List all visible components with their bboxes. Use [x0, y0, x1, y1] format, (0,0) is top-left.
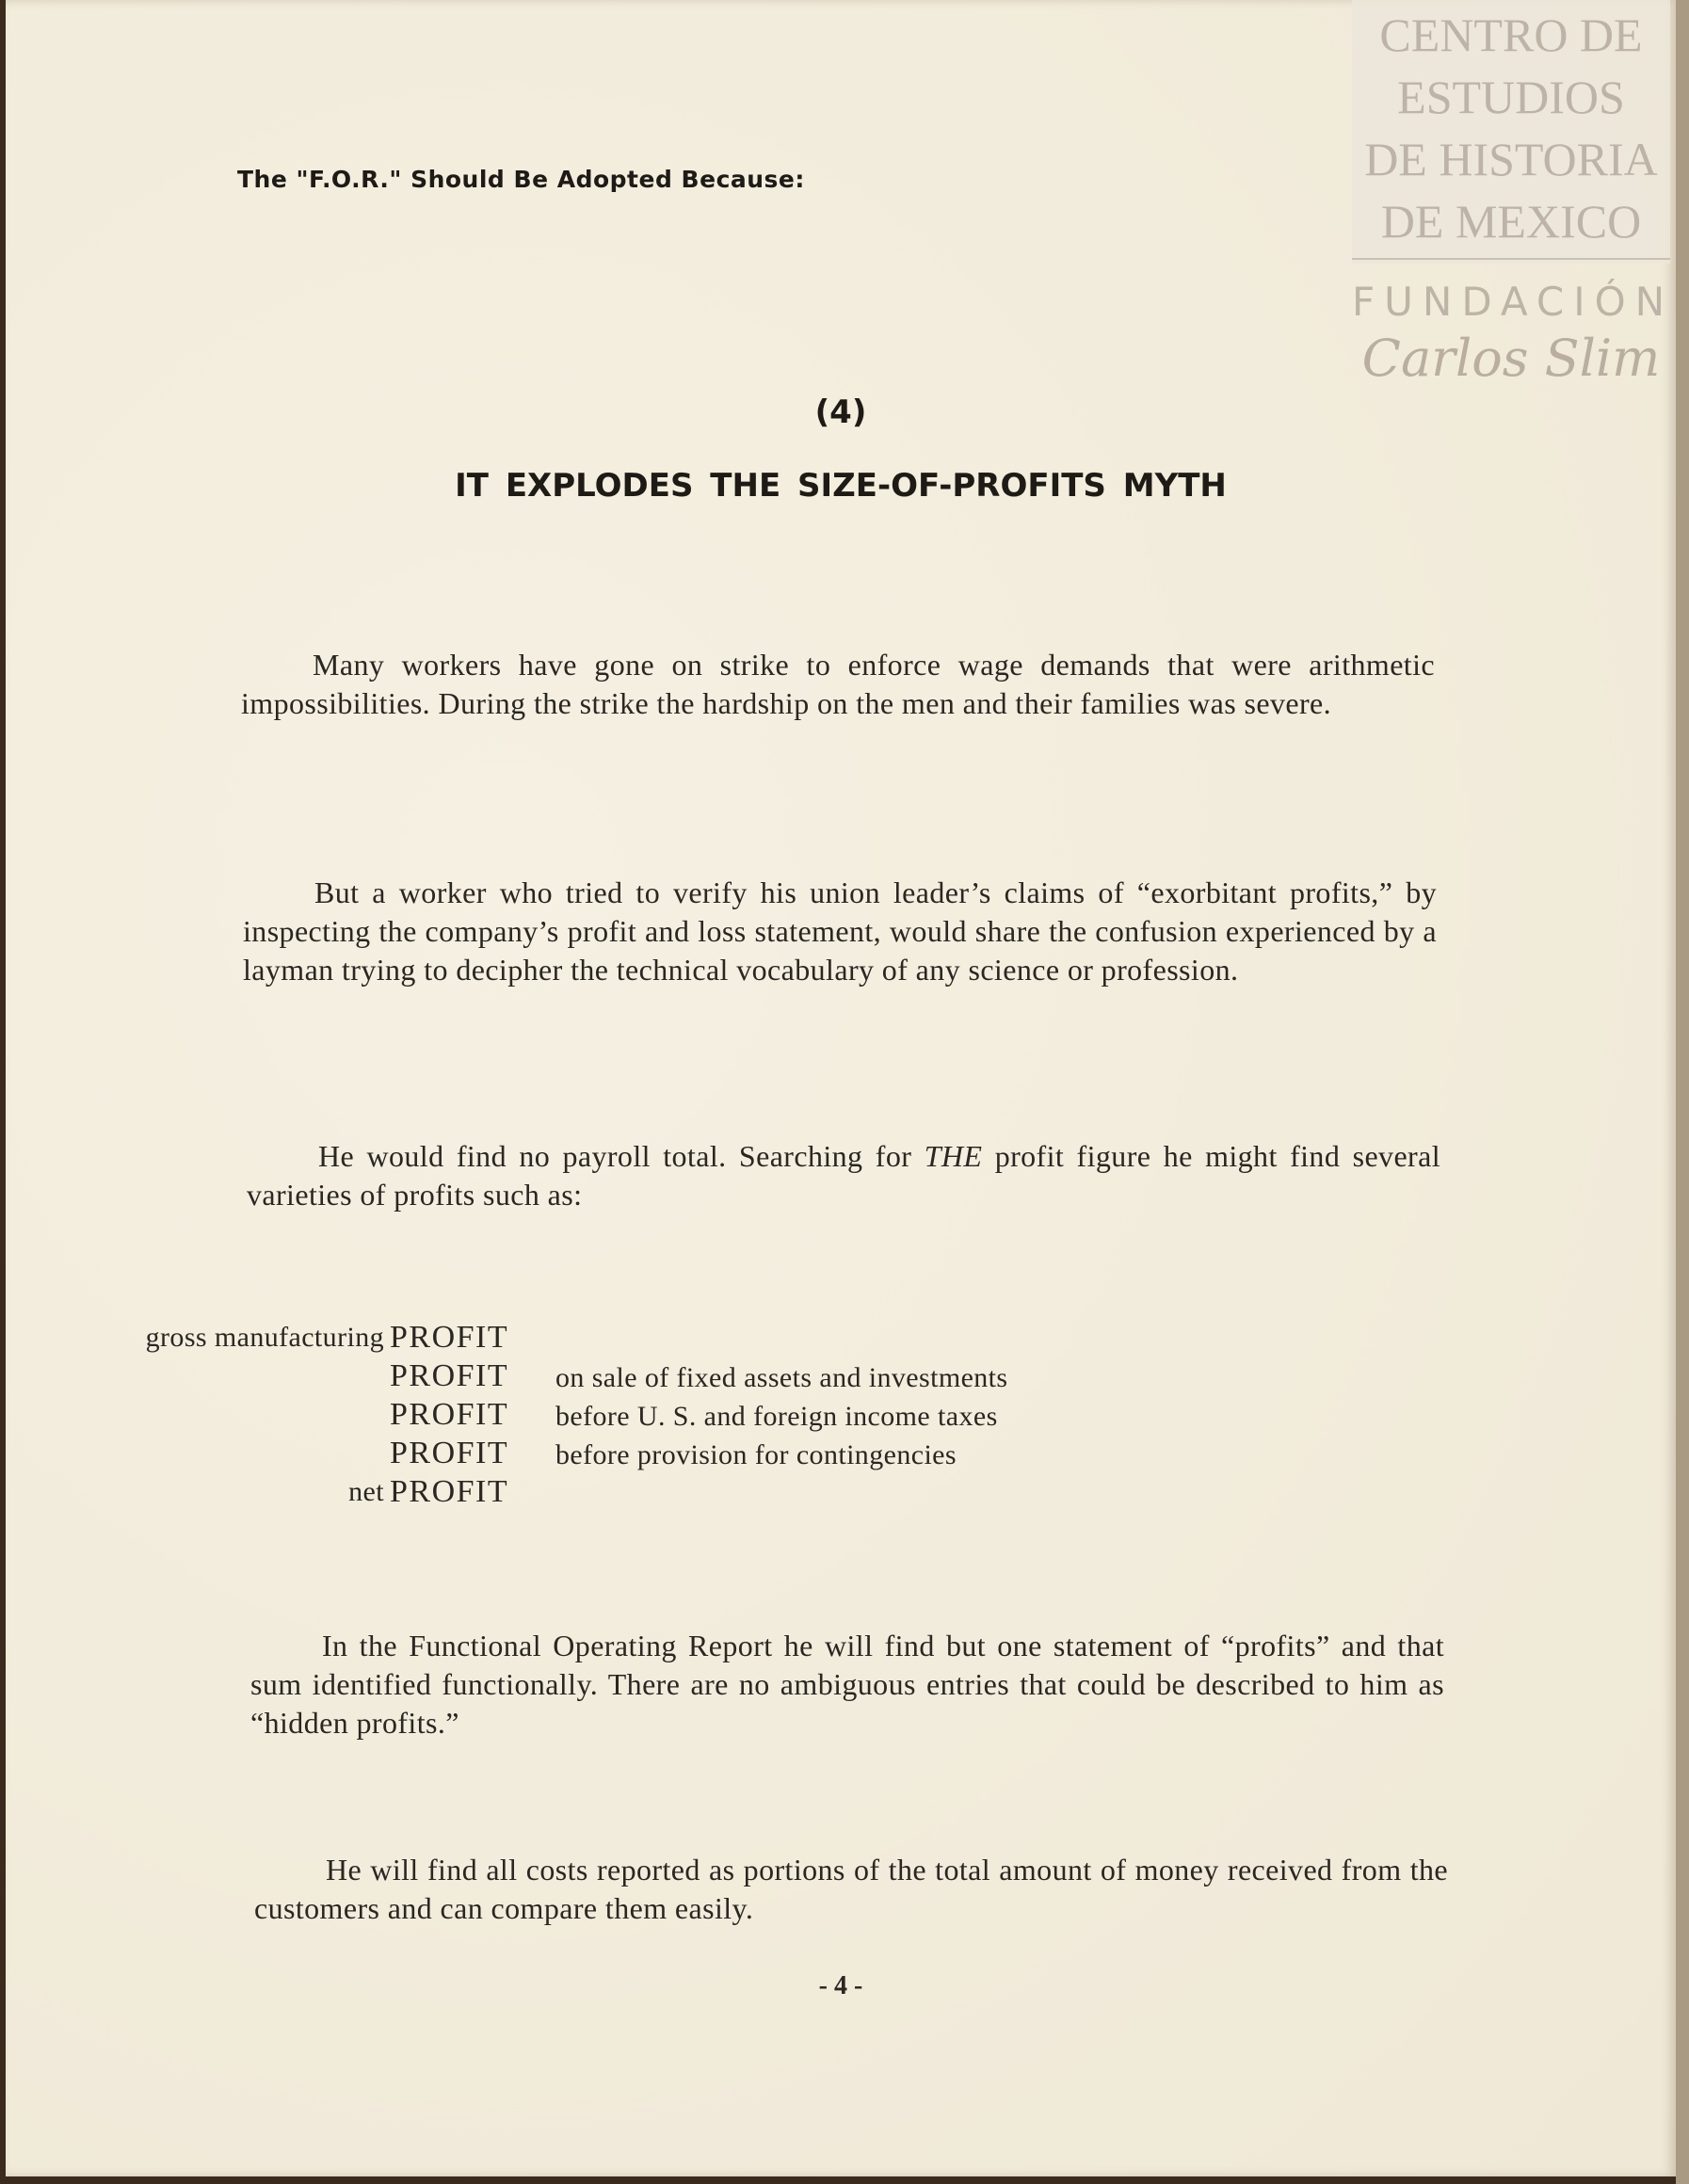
profit-word: PROFIT: [390, 1320, 509, 1355]
paragraph-5-text: He will find all costs reported as portions of the total amount of money received from the customers and can compare them easily.: [254, 1853, 1448, 1925]
paragraph-2-text: But a worker who tried to verify his union leader’s claims of “exorbitant profits,” by inspecting the company’s profit and loss statement, would share the confusion experienced by a layman trying to decipher the technical vocabulary of any science or profession.: [243, 875, 1437, 987]
profit-word: PROFIT: [390, 1358, 509, 1393]
paragraph-3: [247, 1137, 1440, 1214]
watermark-line: ESTUDIOS: [1397, 71, 1625, 123]
watermark-line: DE MEXICO: [1380, 195, 1642, 248]
profit-prefix: net: [348, 1476, 384, 1507]
document-page: [6, 0, 1676, 2176]
profit-word: PROFIT: [390, 1474, 509, 1509]
profit-word: PROFIT: [390, 1397, 509, 1432]
archive-watermark: [1352, 0, 1675, 388]
watermark-signature: Carlos Slim: [1361, 329, 1661, 388]
section-title: IT EXPLODES THE SIZE-OF-PROFITS MYTH: [455, 467, 1227, 505]
paragraph-4-text: In the Functional Operating Report he will find but one statement of “profits” and that sum identified functionally. There are no ambiguous entries that could be described to him as “hidden profits.”: [250, 1629, 1444, 1740]
header-label: The "F.O.R." Should Be Adopted Because:: [237, 166, 805, 193]
profit-prefix: gross manufacturing: [145, 1322, 384, 1353]
profit-varieties-list: [145, 1320, 1371, 1515]
list-item: [241, 1437, 1371, 1476]
paragraph-2: [243, 874, 1437, 989]
paragraph-3-lead: He would find no payroll total. Searching for: [318, 1139, 925, 1173]
paragraph-3-text: [247, 1137, 1440, 1214]
list-item: [241, 1360, 1371, 1399]
list-item: [241, 1399, 1371, 1437]
paragraph-1: [241, 646, 1435, 723]
watermark-line: CENTRO DE: [1379, 8, 1643, 61]
page-number: - 4 -: [818, 1971, 863, 2000]
list-item: [145, 1320, 1371, 1360]
watermark-line: DE HISTORIA: [1364, 133, 1658, 185]
paragraph-3-tail: profit figure he might find several varieties of profits such as:: [247, 1139, 1441, 1212]
watermark-institution: [1352, 0, 1670, 252]
profit-description: before provision for contingencies: [555, 1439, 957, 1470]
profit-word: PROFIT: [390, 1436, 509, 1470]
paragraph-4: [250, 1627, 1444, 1742]
page-edge: [1676, 0, 1689, 2184]
section-number: (4): [814, 393, 867, 431]
profit-description: on sale of fixed assets and investments: [555, 1362, 1008, 1393]
watermark-foundation: FUNDACIÓN: [1352, 279, 1675, 325]
paragraph-5: [254, 1851, 1448, 1928]
profit-description: before U. S. and foreign income taxes: [555, 1401, 998, 1432]
watermark-divider: [1352, 258, 1670, 260]
paragraph-1-text: Many workers have gone on strike to enforce wage demands that were arithmetic impossibilities. During the strike the hardship on the men and their families was severe.: [241, 648, 1435, 720]
list-item: [241, 1476, 1371, 1515]
paragraph-3-emphasis: THE: [924, 1139, 983, 1173]
